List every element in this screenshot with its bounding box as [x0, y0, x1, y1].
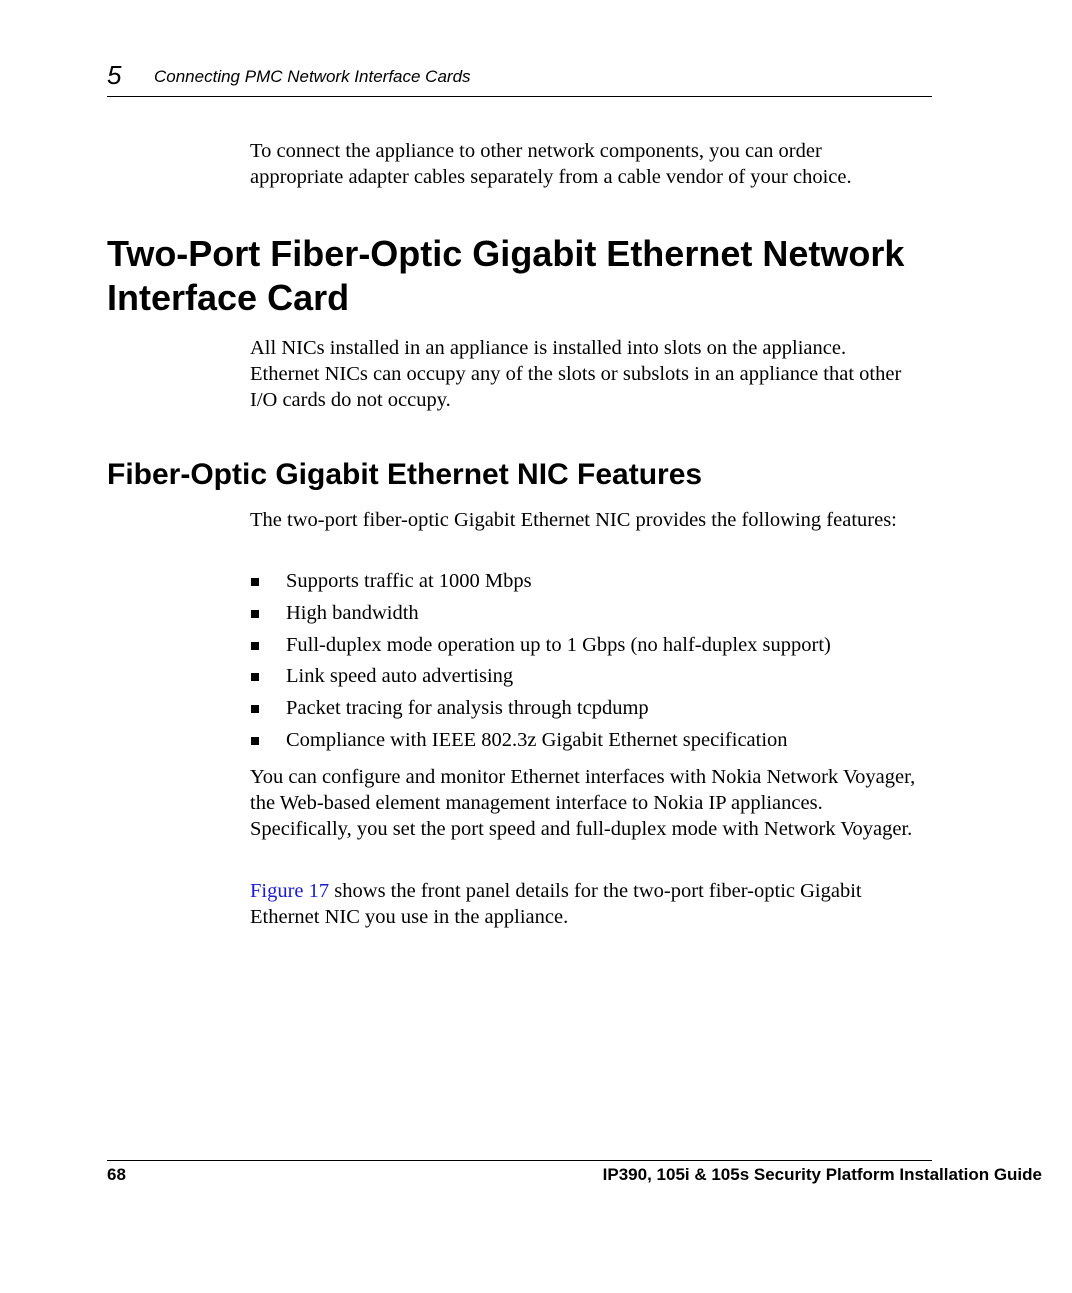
page-footer — [107, 1160, 1042, 1184]
list-item — [250, 695, 930, 727]
page-number: 68 — [107, 1165, 126, 1184]
square-bullet-icon — [251, 610, 259, 618]
section-heading: Two-Port Fiber-Optic Gigabit Ethernet Network Interface Card — [107, 233, 905, 318]
page-header — [107, 56, 932, 97]
feature-text: Link speed auto advertising — [286, 665, 514, 688]
features-list — [250, 568, 930, 759]
figure-paragraph-text: shows the front panel details for the two-port fiber-optic Gigabit Ethernet NIC you use in the appliance. — [250, 880, 862, 928]
chapter-title: Connecting PMC Network Interface Cards — [154, 67, 471, 86]
subsection-heading: Fiber-Optic Gigabit Ethernet NIC Features — [107, 458, 703, 491]
feature-text: Packet tracing for analysis through tcpdump — [286, 697, 649, 720]
square-bullet-icon — [251, 737, 259, 745]
list-item — [250, 727, 930, 759]
square-bullet-icon — [251, 642, 259, 650]
list-item — [250, 663, 930, 695]
figure-paragraph — [250, 878, 920, 930]
list-item — [250, 632, 930, 664]
list-item — [250, 600, 930, 632]
feature-text: Compliance with IEEE 802.3z Gigabit Ethernet specification — [286, 728, 788, 751]
feature-text: Supports traffic at 1000 Mbps — [286, 570, 532, 592]
section-paragraph: All NICs installed in an appliance is installed into slots on the appliance. Ethernet NICs can occupy any of the slots or subslots in an appliance that other I/O cards do not occupy. — [250, 337, 902, 411]
square-bullet-icon — [251, 578, 259, 586]
square-bullet-icon — [251, 673, 259, 681]
features-lead: The two-port fiber-optic Gigabit Ethernet NIC provides the following features: — [250, 509, 897, 531]
feature-text: High bandwidth — [286, 601, 419, 624]
guide-title: IP390, 105i & 105s Security Platform Installation Guide — [602, 1165, 1042, 1184]
figure-17-link[interactable]: Figure 17 — [250, 880, 330, 902]
config-paragraph: You can configure and monitor Ethernet interfaces with Nokia Network Voyager, the Web-based element management interface to Nokia IP appliances. Specifically, you set the port speed and full-duplex mode with Network Voyager. — [250, 766, 916, 840]
intro-paragraph: To connect the appliance to other network components, you can order appropriate adapter cables separately from a cable vendor of your choice. — [250, 140, 852, 188]
list-item — [250, 568, 930, 600]
feature-text: Full-duplex mode operation up to 1 Gbps (no half-duplex support) — [286, 633, 831, 656]
square-bullet-icon — [251, 705, 259, 713]
chapter-number: 5 — [107, 60, 122, 90]
